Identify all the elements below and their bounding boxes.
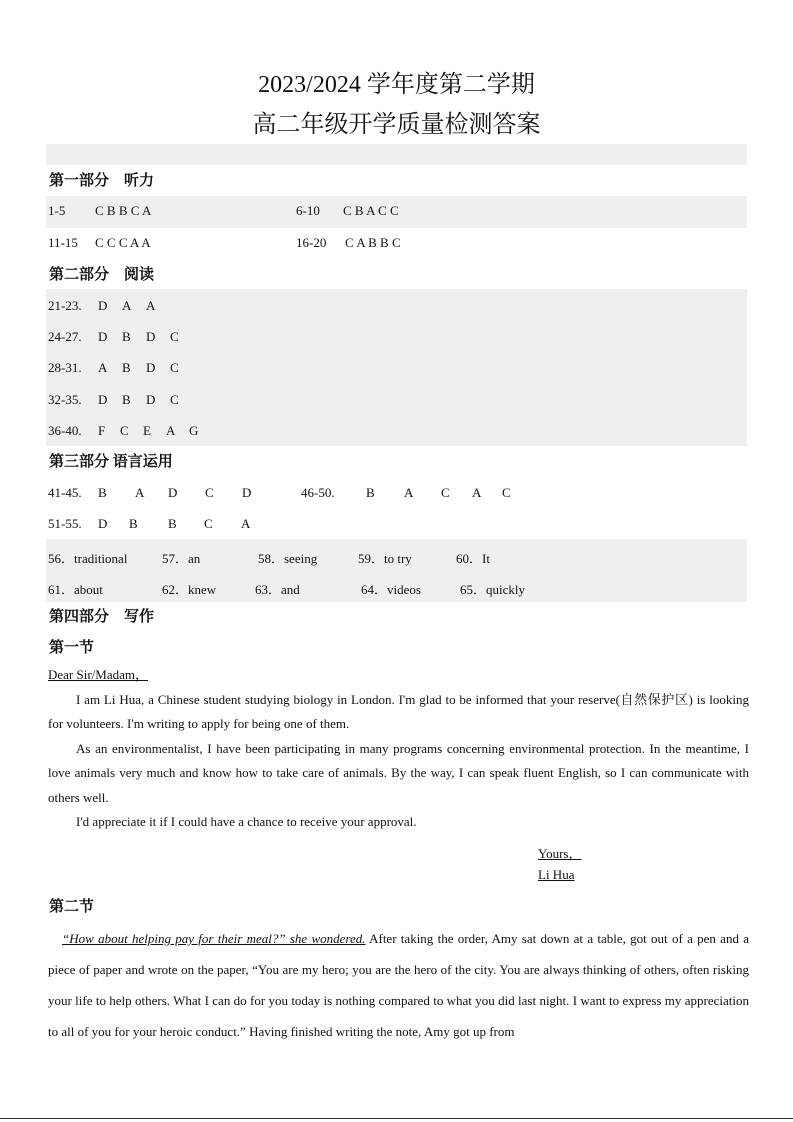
section2-heading: 第二节 <box>49 899 95 915</box>
part2-answer: D <box>98 392 108 407</box>
letter-closing: Yours， <box>538 846 582 861</box>
part3-answer: C <box>205 485 214 500</box>
part2-answer: C <box>120 423 129 438</box>
part1-answers: C B B C A <box>95 203 152 218</box>
part2-answer: C <box>170 329 179 344</box>
part2-range: 24-27. <box>48 329 82 344</box>
part3-answer: D <box>98 516 108 531</box>
part3-heading: 第三部分 语言运用 <box>49 454 173 470</box>
part1-range: 16-20 <box>296 235 327 250</box>
part3-answer: C <box>441 485 450 500</box>
part3-answer: C <box>502 485 511 500</box>
story-paragraph <box>48 923 749 1047</box>
part2-range: 21-23. <box>48 298 82 313</box>
part3-answer: D <box>168 485 178 500</box>
part1-range: 6-10 <box>296 203 320 218</box>
part3-range: 51-55. <box>48 516 82 531</box>
part2-answer: A <box>146 298 156 313</box>
part3-fill-answer: 65．quickly <box>460 582 525 597</box>
part3-answer: D <box>242 485 252 500</box>
letter-paragraph: I am Li Hua, a Chinese student studying biology in London. I'm glad to be informed that your reserve(自然保护区) is looking for volunteers. I'm writing to apply for being one of them. <box>48 691 749 731</box>
part2-answer: A <box>122 298 132 313</box>
part2-answer: B <box>122 329 131 344</box>
part3-answer: B <box>168 516 177 531</box>
part2-answer: A <box>166 423 176 438</box>
letter-salutation: Dear Sir/Madam， <box>48 667 149 682</box>
part2-answer: B <box>122 360 131 375</box>
part2-answer: C <box>170 392 179 407</box>
part3-answer: A <box>241 516 251 531</box>
page-bottom-rule <box>0 1118 793 1119</box>
part2-answer: D <box>98 298 108 313</box>
part2-range: 32-35. <box>48 392 82 407</box>
part3-answer: B <box>98 485 107 500</box>
part3-fill-answer: 59．to try <box>358 551 412 566</box>
part1-heading: 第一部分 听力 <box>49 173 155 189</box>
part3-range: 41-45. <box>48 485 82 500</box>
part2-answer: F <box>98 423 106 438</box>
title-line-2: 高二年级开学质量检测答案 <box>252 112 541 138</box>
band-top <box>46 144 747 165</box>
part2-answer: D <box>98 329 108 344</box>
part3-fill-answer: 56．traditional <box>48 551 128 566</box>
part1-answers: C B A C C <box>343 203 399 218</box>
part3-answer: B <box>129 516 138 531</box>
part2-answer: D <box>146 360 156 375</box>
part2-answer: G <box>189 423 199 438</box>
part3-answer: B <box>366 485 375 500</box>
part3-answer: A <box>404 485 414 500</box>
part1-answers: C C C A A <box>95 235 151 250</box>
story-lead: “How about helping pay for their meal?” she wondered. <box>62 931 366 946</box>
letter <box>48 663 749 835</box>
story-body: After taking the order, Amy sat down at a table, got out of a pen and a piece of paper and wrote on the paper, “You are my hero; you are the hero of the city. You are always thinking of others, often risking your life to help others. What I can do for you today is nothing compared to what you did last night. I want to express my appreciation to all of you for your heroic conduct.” Having finished writing the note, Amy got up from <box>48 931 749 1039</box>
part2-answer: E <box>143 423 151 438</box>
title-line-1: 2023/2024 学年度第二学期 <box>258 72 535 98</box>
part3-fill-answer: 57．an <box>162 551 201 566</box>
part2-range: 36-40. <box>48 423 82 438</box>
part3-range: 46-50. <box>301 485 335 500</box>
section1-heading: 第一节 <box>49 640 95 656</box>
part1-range: 11-15 <box>48 235 78 250</box>
part3-fill-answer: 60．It <box>456 551 490 566</box>
part3-fill-answer: 64．videos <box>361 582 421 597</box>
part3-answer: A <box>472 485 482 500</box>
part3-fill-answer: 63．and <box>255 582 300 597</box>
part1-answers: C A B B C <box>345 235 401 250</box>
letter-paragraph: I'd appreciate it if I could have a chance to receive your approval. <box>76 814 417 829</box>
part1-range: 1-5 <box>48 203 66 218</box>
part3-fill-answer: 58．seeing <box>258 551 318 566</box>
part3-fill-answer: 61．about <box>48 582 103 597</box>
part3-fill-answer: 62．knew <box>162 582 217 597</box>
part4-heading: 第四部分 写作 <box>49 609 155 625</box>
part3-answer: C <box>204 516 213 531</box>
part2-heading: 第二部分 阅读 <box>49 267 155 283</box>
part3-answer: A <box>135 485 145 500</box>
letter-paragraph: As an environmentalist, I have been participating in many programs concerning environmental protection. In the meantime, I love animals very much and know how to take care of animals. By the way, I can speak fluent English, so I can communicate with others well. <box>48 740 749 805</box>
part2-range: 28-31. <box>48 360 82 375</box>
part2-answer: D <box>146 329 156 344</box>
part2-answer: B <box>122 392 131 407</box>
part2-answer: A <box>98 360 108 375</box>
part2-answer: C <box>170 360 179 375</box>
letter-signature: Li Hua <box>538 867 575 882</box>
part2-answer: D <box>146 392 156 407</box>
